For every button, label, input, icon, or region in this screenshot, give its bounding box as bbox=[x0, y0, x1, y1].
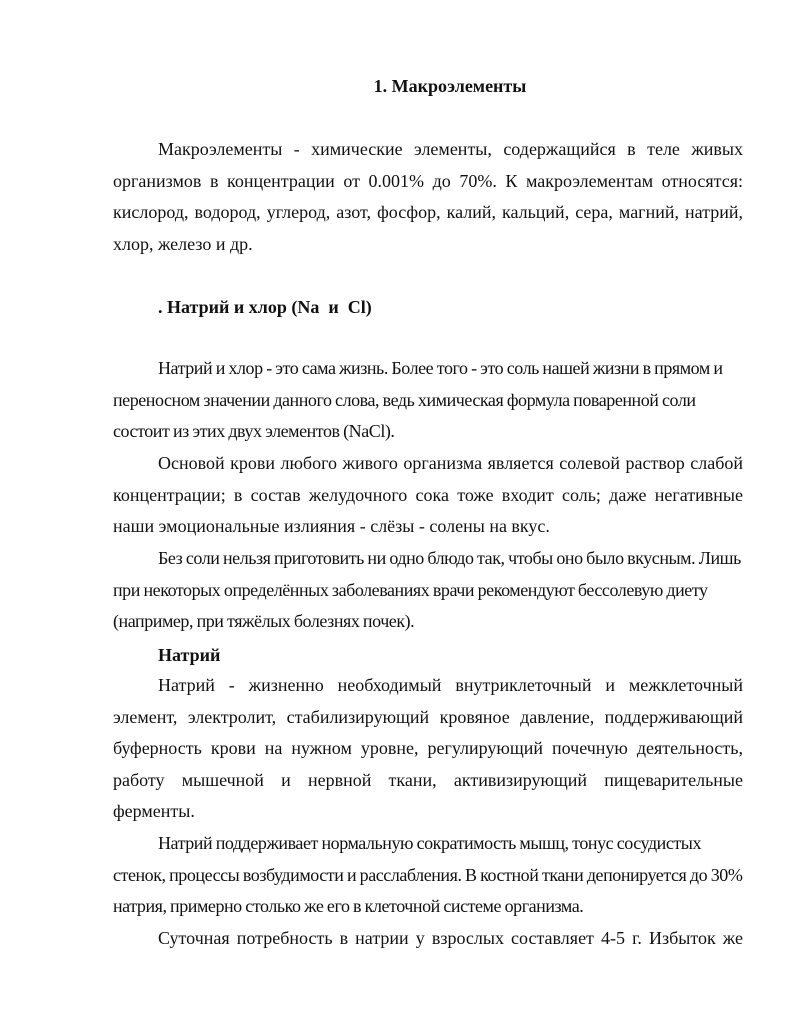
paragraph-3: Без соли нельзя приготовить ни одно блюдо так, чтобы оно было вкусным. Лишь при некоторых определённых заболеваниях врачи рекомендуют бессолевую диету (например, при тяжёлых болезнях почек). bbox=[113, 548, 741, 631]
sodium-paragraph-3: Суточная потребность в натрии у взрослых составляет 4-5 г. Избыток же bbox=[158, 928, 743, 948]
intro-paragraph: Макроэлементы - химические элементы, содержащийся в теле живых организмов в концентрации от 0.001% до 70%. К макроэлементам относятся: кислород, водород, углерод, азот, фосфор, калий, кальций, сера, магний, натрий, хлор, железо и др. bbox=[113, 139, 743, 254]
paragraph-2: Основой крови любого живого организма является солевой раствор слабой концентрации; в состав желудочного сока тоже входит соль; даже негативные наши эмоциональные излияния - слёзы - солены на вкус. bbox=[113, 453, 743, 536]
sodium-paragraph-1: Натрий - жизненно необходимый внутриклеточный и межклеточный элемент, электролит, стабилизирующий кровяное давление, поддерживающий буферность крови на нужном уровне, регулирующий почечную деятельность, работу мышечной и нервной ткани, активизирующий пищеварительные ферменты. bbox=[113, 675, 743, 821]
subheading-sodium: Натрий bbox=[158, 645, 221, 665]
sodium-paragraph-2: Натрий поддерживает нормальную сократимость мышц, тонус сосудистых стенок, процессы возбудимости и расслабления. В костной ткани депонируется до 30% натрия, примерно столько же его в клеточной системе организма. bbox=[113, 833, 743, 916]
section-heading: . Натрий и хлор (Na и Cl) bbox=[158, 297, 372, 317]
paragraph-1: Натрий и хлор - это сама жизнь. Более того - это соль нашей жизни в прямом и переносном значении данного слова, ведь химическая формула поваренной соли состоит из этих двух элементов (NaCl). bbox=[113, 358, 723, 441]
page-title: 1. Макроэлементы bbox=[373, 76, 527, 96]
